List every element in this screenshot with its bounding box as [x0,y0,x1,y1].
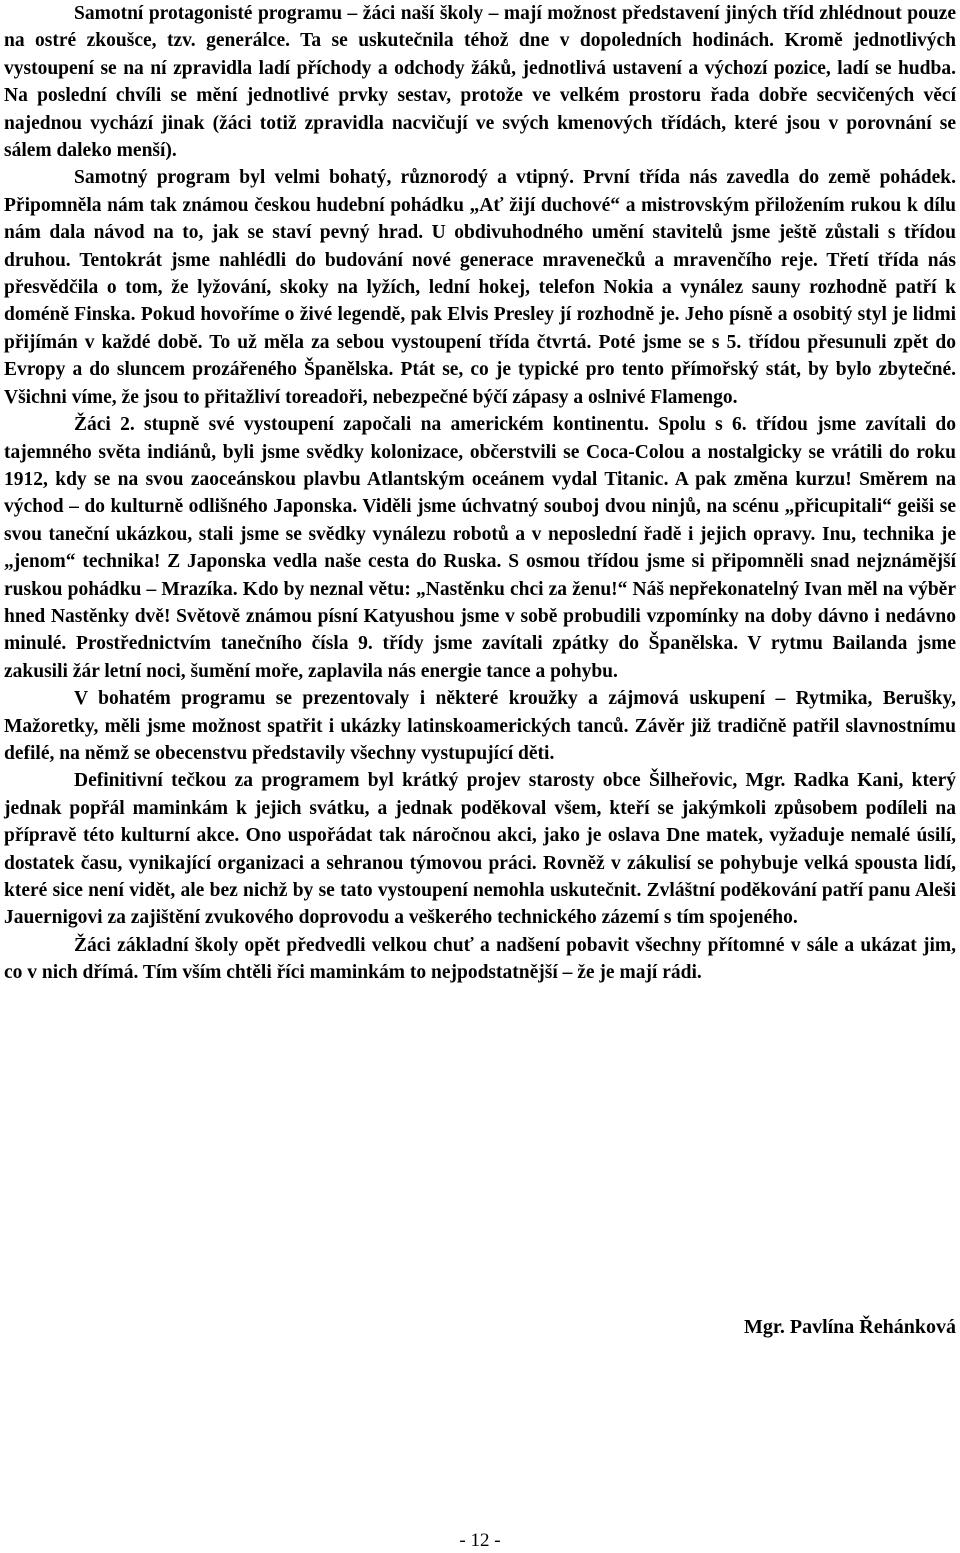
paragraph: Samotný program byl velmi bohatý, různorodý a vtipný. První třída nás zavedla do země pohádek. Připomněla nám tak známou českou hudební pohádku „Ať žijí duchové“ a mistrovským přiložením rukou k dílu nám dala návod na to, jak se staví pevný hrad. U obdivuhodného umění stavitelů jsme ještě zůstali s třídou druhou. Tentokrát jsme nahlédli do budování nové generace mravenečků a mravenčího reje. Třetí třída nás přesvědčila o tom, že lyžování, skoky na lyžích, lední hokej, telefon Nokia a vynález sauny rozhodně patří k doméně Finska. Pokud hovoříme o živé legendě, pak Elvis Presley jí rozhodně je. Jeho písně a osobitý styl je lidmi přijímán v každé době. To už měla za sebou vystoupení třída čtvrtá. Poté jsme se s 5. třídou přesunuli zpět do Evropy a do sluncem prozářeného Španělska. Ptát se, co je typické pro tento přímořský stát, by bylo zbytečné. Všichni víme, že jsou to přitažliví toreadoři, nebezpečné býčí zápasy a oslnivé Flamengo. [4,167,956,408]
paragraph: Žáci 2. stupně své vystoupení započali na americkém kontinentu. Spolu s 6. třídou jsme zavítali do tajemného světa indiánů, byli jsme svědky kolonizace, občerstvili se Coca-Colou a nostalgicky se vrátili do roku 1912, kdy se na svou zaoceánskou plavbu Atlantským oceánem vydal Titanic. A pak změna kurzu! Směrem na východ – do kulturně odlišného Japonska. Viděli jsme úchvatný souboj dvou ninjů, na scénu „přicupitali“ geiši se svou taneční ukázkou, stali jsme se svědky vynálezu robotů a v neposlední řadě i jejich opravy. Inu, technika je „jenom“ technika! Z Japonska vedla naše cesta do Ruska. S osmou třídou jsme si připomněli snad nejznámější ruskou pohádku – Mrazíka. Kdo by neznal větu: „Nastěnku chci za ženu!“ Náš nepřekonatelný Ivan měl na výběr hned Nastěnky dvě! Světově známou písní Katyushou jsme v sobě probudili vzpomínky na doby dávno i nedávno minulé. Prostřednictvím tanečního čísla 9. třídy jsme zavítali zpátky do Španělska. V rytmu Bailanda jsme zakusili žár letní noci, šumění moře, zaplavila nás energie tance a pohybu. [4,414,956,682]
article-body [4,0,956,987]
paragraph: V bohatém programu se prezentovaly i některé kroužky a zájmová uskupení – Rytmika, Berušky, Mažoretky, měli jsme možnost spatřit i ukázky latinskoamerických tanců. Závěr již tradičně patřil slavnostnímu defilé, na němž se obecenstvu představily všechny vystupující děti. [4,688,956,764]
page-number: - 12 - [459,1530,501,1551]
paragraph: Samotní protagonisté programu – žáci naší školy – mají možnost představení jiných tříd zhlédnout pouze na ostré zkoušce, tzv. generálce. Ta se uskutečnila téhož dne v dopoledních hodinách. Kromě jednotlivých vystoupení se na ní zpravidla ladí příchody a odchody žáků, jednotlivá ustavení a výchozí pozice, ladí se hudba. Na poslední chvíli se mění jednotlivé prvky sestav, protože ve velkém prostoru řada dobře secvičených věcí najednou vychází jinak (žáci totiž zpravidla nacvičují ve svých kmenových třídách, které jsou v porovnání se sálem daleko menší). [4,3,956,162]
author-signature: Mgr. Pavlína Řehánková [743,1316,956,1338]
paragraph: Žáci základní školy opět předvedli velkou chuť a nadšení pobavit všechny přítomné v sále a ukázat jim, co v nich dřímá. Tím vším chtěli říci maminkám to nejpodstatnější – že je mají rádi. [4,934,956,984]
paragraph: Definitivní tečkou za programem byl krátký projev starosty obce Šilheřovic, Mgr. Radka Kani, který jednak popřál maminkám k jejich svátku, a jednak poděkoval všem, kteří se jakýmkoli způsobem podíleli na přípravě této kulturní akce. Ono uspořádat tak náročnou akci, jako je oslava Dne matek, vyžaduje nemalé úsilí, dostatek času, vynikající organizaci a sehranou týmovou práci. Rovněž v zákulisí se pohybuje velká spousta lidí, které sice není vidět, ale bez nichž by se tato vystoupení nemohla uskutečnit. Zvláštní poděkování patří panu Aleši Jauernigovi za zajištění zvukového doprovodu a veškerého technického zázemí s tím spojeného. [4,770,956,929]
document-page [4,0,956,1338]
